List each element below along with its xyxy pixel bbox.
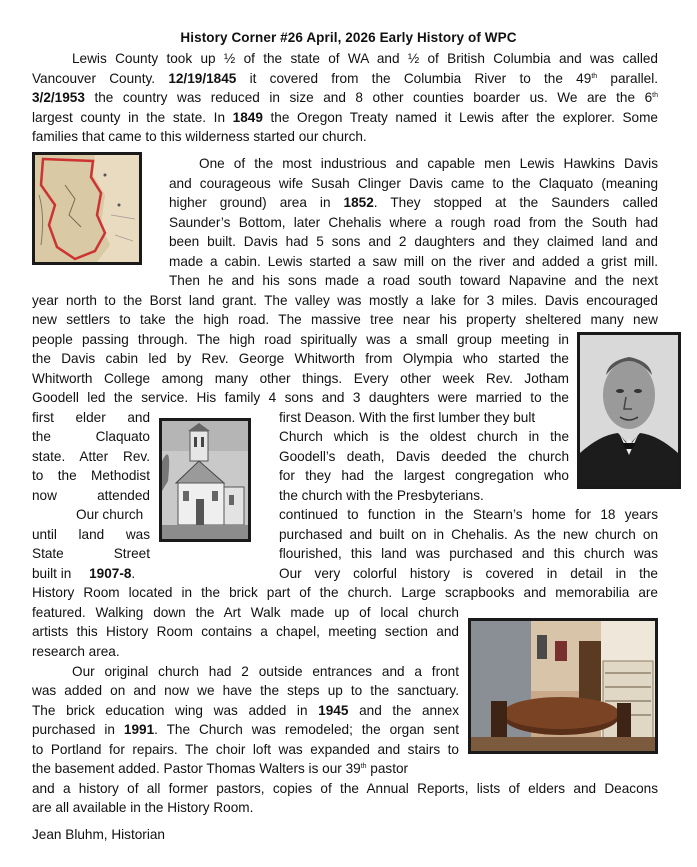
text-line: now attended <box>32 487 150 503</box>
text-line: new settlers to take the high road. The massive tree near his property sheltered many new <box>32 312 658 327</box>
paragraph-davis-part1 <box>169 154 658 291</box>
text-line: Lewis County took up ½ of the state of WA and ½ of British Columbia and was called <box>72 51 658 66</box>
text-line: flourished, this land was purchased and this church was <box>279 546 658 561</box>
author-signature: Jean Bluhm, Historian <box>32 827 165 842</box>
paragraph-county-history <box>32 49 658 147</box>
paragraph-davis-part3 <box>32 330 569 408</box>
text-line: first elder and <box>32 409 150 425</box>
text-line: artists this History Room contains a chapel, meeting section and <box>32 624 459 639</box>
text-line: the church with the Presbyterians. <box>279 487 484 503</box>
text-line: to the Methodist <box>32 468 150 483</box>
text-line: until land was <box>32 526 150 542</box>
paragraph-history-room-cont <box>32 603 459 662</box>
text-line: Church which is the oldest church in the <box>279 429 569 444</box>
page-title: History Corner #26 April, 2026 Early History of WPC <box>180 30 517 45</box>
text-line: are all available in the History Room. <box>32 800 254 815</box>
text-line: Our church <box>76 507 144 522</box>
paragraph-history-room <box>32 583 658 603</box>
text-line: was added on and now we have the steps up to the sanctuary. <box>32 683 459 698</box>
text-line: people passing through. The high road spiritually was a small group meeting in <box>32 331 569 347</box>
text-line: One of the most industrious and capable men Lewis Hawkins Davis <box>199 156 658 171</box>
text-line: research area. <box>32 643 120 659</box>
text-line: state. Atter Rev. <box>32 448 150 464</box>
text-line: Goodell’s death, Davis deeded the church <box>279 448 569 464</box>
text-line: Our very colorful history is covered in detail in the <box>279 565 658 581</box>
text-line: Whitworth College among many other things. Every other week Rev. Jotham <box>32 370 569 386</box>
text-line: year north to the Borst land grant. The valley was mostly a lake for 3 miles. Davis encouraged <box>32 292 658 308</box>
text-line: to Portland for repairs. The choir loft was expanded and stairs to <box>32 741 459 757</box>
right-column-text-b <box>279 505 658 583</box>
text-line: Saunder’s Bottom, later Chehalis where a rough road from the South had <box>169 214 658 230</box>
text-line: first Deason. With the first lumber they bult <box>279 409 536 425</box>
text-line: higher ground) area in 1852. They stopped at the Saunders called <box>169 195 658 210</box>
text-line: the Claquato <box>32 429 150 444</box>
text-line: State Street <box>32 546 150 561</box>
text-line: for they had the largest congregation who <box>279 468 569 483</box>
paragraph-davis-part2 <box>32 291 658 330</box>
text-line: families that came to this wilderness started our church. <box>32 129 367 144</box>
text-line: largest county in the state. In 1849 the Oregon Treaty named it Lewis after the explorer. Some <box>32 109 658 125</box>
text-line: and courageous wife Susah Clinger Davis came to the Claquato (meaning <box>169 175 658 191</box>
text-line: purchased and built on in Chehalis. As the new church on <box>279 526 658 542</box>
text-line: made a cabin. Lewis started a saw mill on the river and added a grist mill. <box>169 253 658 269</box>
text-line: the Davis cabin led by Rev. George Whitworth from Olympia who started the <box>32 351 569 366</box>
text-line: the basement added. Pastor Thomas Walters is our 39th pastor <box>32 761 409 776</box>
county-map-image <box>32 152 142 265</box>
left-column-text <box>32 408 150 584</box>
text-line: 3/2/1953 the country was reduced in size and 8 other counties boarder us. We are the 6th <box>32 90 658 105</box>
text-line: Then he and his sons made a road south toward Napavine and the next <box>169 273 658 288</box>
text-line: History Room located in the brick part of the church. Large scrapbooks and memorabilia are <box>32 585 658 600</box>
church-photo <box>159 418 251 542</box>
text-line: featured. Walking down the Art Walk made up of local church <box>32 604 459 620</box>
text-line: purchased in 1991. The Church was remodeled; the organ sent <box>32 722 459 737</box>
text-line: Goodell led the service. His family 4 sons and 3 daughters were married to the <box>32 390 569 405</box>
text-line: continued to function in the Stearn’s home for 18 years <box>279 507 658 522</box>
paragraph-original-church-cont <box>32 779 658 818</box>
text-line: The brick education wing was added in 1945 and the annex <box>32 702 459 718</box>
text-line: been built. Davis had 5 sons and 2 daughters and they claimed land and <box>169 234 658 249</box>
right-column-text-a <box>279 408 569 506</box>
history-room-photo <box>468 618 658 754</box>
text-line: Vancouver County. 12/19/1845 it covered from the Columbia River to the 49th parallel. <box>32 70 659 86</box>
text-line: and a history of all former pastors, copies of the Annual Reports, lists of elders and Deacons <box>32 780 658 796</box>
text-line: built in 1907-8. <box>32 565 136 581</box>
portrait-photo <box>577 332 681 489</box>
paragraph-original-church <box>32 662 459 779</box>
text-line: Our original church had 2 outside entrances and a front <box>72 663 459 679</box>
